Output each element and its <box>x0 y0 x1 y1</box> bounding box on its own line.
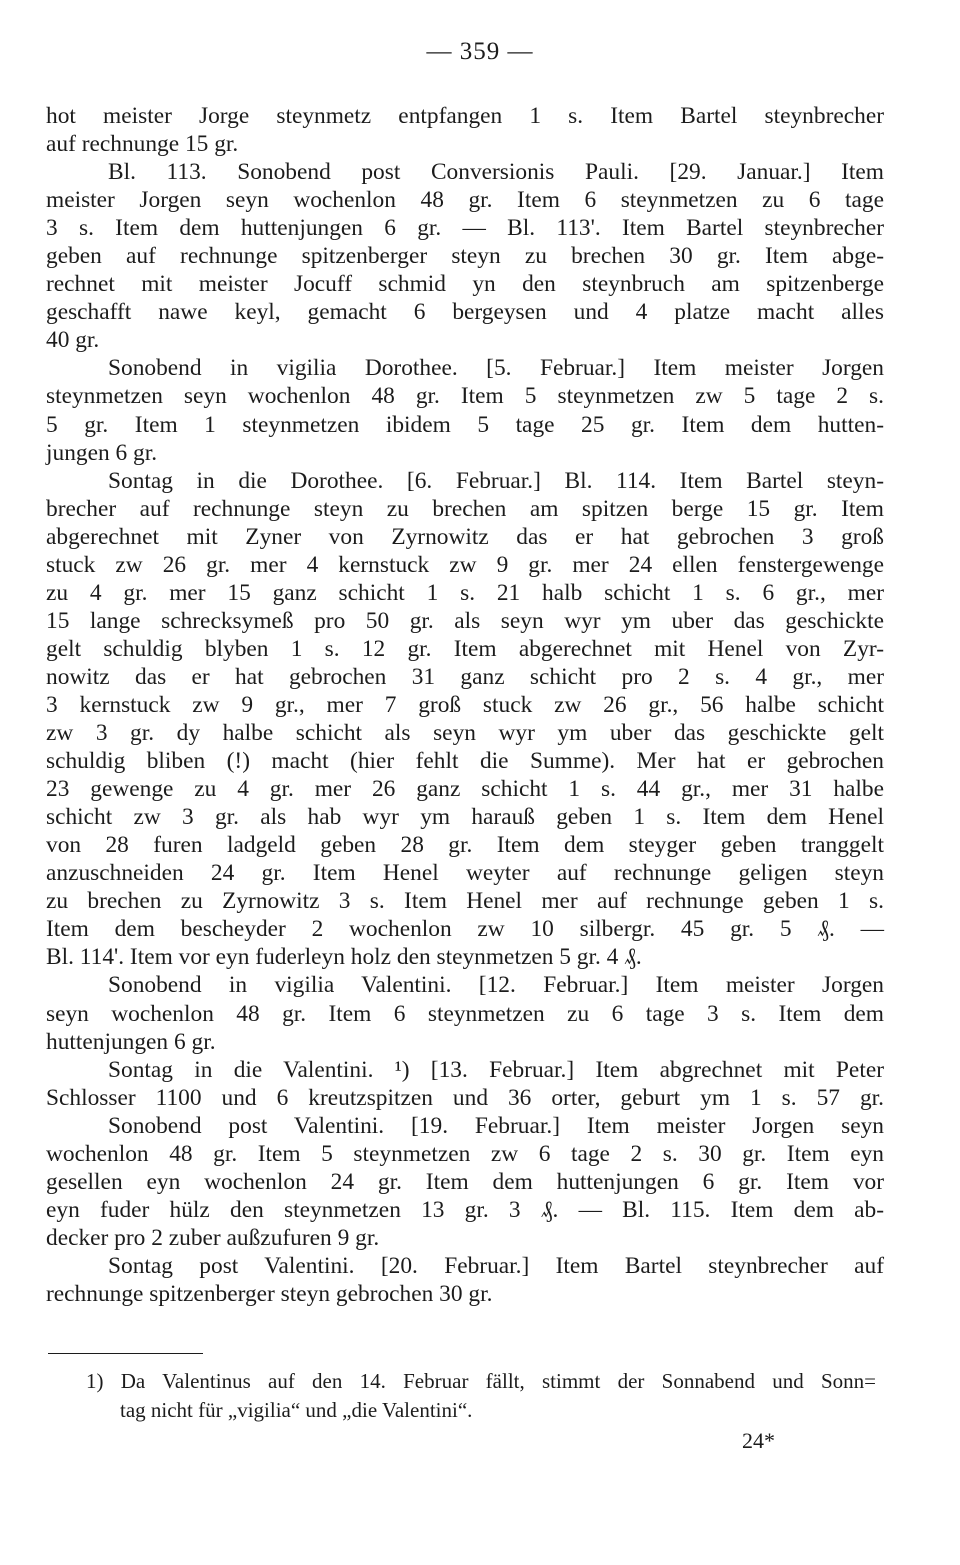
footnotes <box>86 1367 876 1425</box>
text-line: von 28 furen ladgeld geben 28 gr. Item dem steyger geben tranggelt <box>46 832 884 859</box>
text-line: 23 gewenge zu 4 gr. mer 26 ganz schicht 1 s. 44 gr., mer 31 halbe <box>46 776 884 803</box>
text-line: rechnunge spitzenberger steyn gebrochen 30 gr. <box>46 1280 493 1307</box>
text-line: Sontag in die Valentini. ¹) [13. Februar.] Item abgrechnet mit Peter <box>108 1056 884 1083</box>
text-line: zu brechen zu Zyrnowitz 3 s. Item Henel mer auf rechnunge geben 1 s. <box>46 888 884 915</box>
text-line: 3 s. Item dem huttenjungen 6 gr. — Bl. 113'. Item Bartel steynbrecher <box>46 215 884 242</box>
text-line: Sontag in die Dorothee. [6. Februar.] Bl. 114. Item Bartel steyn- <box>108 467 884 494</box>
text-line: hot meister Jorge steynmetz entpfangen 1 s. Item Bartel steynbrecher <box>46 103 884 129</box>
text-line: Sonobend in vigilia Dorothee. [5. Februar.] Item meister Jorgen <box>108 355 884 382</box>
text-line: Item dem bescheyder 2 wochenlon zw 10 silbergr. 45 gr. 5 ₰. — <box>46 916 884 943</box>
text-line: schicht zw 3 gr. als hab wyr ym harauß geben 1 s. Item dem Henel <box>46 804 884 831</box>
page-number: — 359 — <box>426 38 534 65</box>
text-line: decker pro 2 zuber außzufuren 9 gr. <box>46 1224 380 1251</box>
text-line: Sonobend in vigilia Valentini. [12. Februar.] Item meister Jorgen <box>108 972 884 999</box>
text-line: Sontag post Valentini. [20. Februar.] Item Bartel steynbrecher auf <box>108 1252 884 1279</box>
footnote-line: 1) Da Valentinus auf den 14. Februar fällt, stimmt der Sonnabend und Sonn= <box>86 1369 876 1393</box>
text-line: zw 3 gr. dy halbe schicht als seyn wyr ym uber das geschickte gelt <box>46 720 884 747</box>
text-line: Bl. 114'. Item vor eyn fuderleyn holz den steynmetzen 5 gr. 4 ₰. <box>46 944 642 971</box>
text-line: schuldig bliben (!) macht (hier fehlt die Summe). Mer hat er gebrochen <box>46 748 884 775</box>
text-line: 15 lange schrecksymeß pro 50 gr. als seyn wyr ym uber das geschickte <box>46 607 884 634</box>
text-line: meister Jorgen seyn wochenlon 48 gr. Item 6 steynmetzen zu 6 tage <box>46 187 884 214</box>
text-line: steynmetzen seyn wochenlon 48 gr. Item 5 steynmetzen zw 5 tage 2 s. <box>46 383 884 410</box>
text-line: zu 4 gr. mer 15 ganz schicht 1 s. 21 halb schicht 1 s. 6 gr., mer <box>46 579 884 606</box>
text-line: gelt schuldig blyben 1 s. 12 gr. Item abgerechnet mit Henel von Zyr- <box>46 635 884 662</box>
text-line: Bl. 113. Sonobend post Conversionis Pauli. [29. Januar.] Item <box>108 159 884 186</box>
text-line: huttenjungen 6 gr. <box>46 1028 216 1055</box>
text-line: Schlosser 1100 und 6 kreutzspitzen und 36 orter, geburt ym 1 s. 57 gr. <box>46 1084 884 1111</box>
text-line: jungen 6 gr. <box>46 439 158 466</box>
text-line: abgerechnet mit Zyner von Zyrnowitz das er hat gebrochen 3 groß <box>46 523 884 550</box>
text-line: brecher auf rechnunge steyn zu brechen am spitzen berge 15 gr. Item <box>46 495 884 522</box>
text-line: eyn fuder hülz den steynmetzen 13 gr. 3 ₰. — Bl. 115. Item dem ab- <box>46 1196 884 1223</box>
text-line: seyn wochenlon 48 gr. Item 6 steynmetzen zu 6 tage 3 s. Item dem <box>46 1000 884 1027</box>
text-line: rechnet mit meister Jocuff schmid yn den steynbruch am spitzenberge <box>46 271 884 298</box>
text-line: 5 gr. Item 1 steynmetzen ibidem 5 tage 25 gr. Item dem hutten- <box>46 411 884 438</box>
text-line: nowitz das er hat gebrochen 31 ganz schicht pro 2 s. 4 gr., mer <box>46 663 884 690</box>
footnote-divider <box>48 1353 203 1354</box>
text-line: Sonobend post Valentini. [19. Februar.] Item meister Jorgen seyn <box>108 1112 884 1139</box>
body-text <box>46 102 884 1308</box>
text-line: 40 gr. <box>46 327 100 354</box>
sheet-signature-mark: 24* <box>742 1428 775 1453</box>
text-line: 3 kernstuck zw 9 gr., mer 7 groß stuck zw 26 gr., 56 halbe schicht <box>46 691 884 718</box>
text-line: wochenlon 48 gr. Item 5 steynmetzen zw 6 tage 2 s. 30 gr. Item eyn <box>46 1140 884 1167</box>
text-line: anzuschneiden 24 gr. Item Henel weyter auf rechnunge geligen steyn <box>46 860 884 887</box>
text-line: geschafft nawe keyl, gemacht 6 bergeysen und 4 platze macht alles <box>46 299 884 326</box>
text-line: auf rechnunge 15 gr. <box>46 131 239 158</box>
footnote-line: tag nicht für „vigilia“ und „die Valentini“. <box>120 1398 473 1422</box>
text-line: stuck zw 26 gr. mer 4 kernstuck zw 9 gr. mer 24 ellen fenstergewenge <box>46 551 884 578</box>
text-line: geben auf rechnunge spitzenberger steyn zu brechen 30 gr. Item abge- <box>46 243 884 270</box>
text-line: gesellen eyn wochenlon 24 gr. Item dem huttenjungen 6 gr. Item vor <box>46 1168 884 1195</box>
